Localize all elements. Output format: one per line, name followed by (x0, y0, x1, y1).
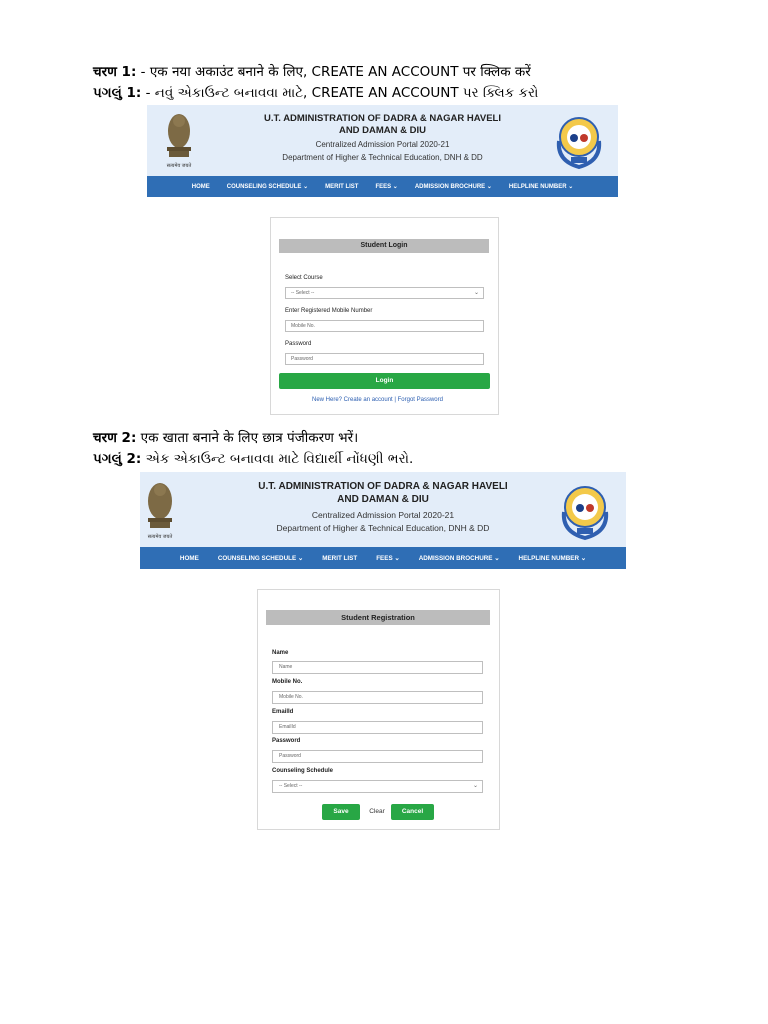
password-placeholder: Password (291, 356, 313, 362)
main-navigation-1 (147, 176, 618, 197)
step1-gujarati (93, 83, 538, 103)
select-course-label: Select Course (285, 275, 323, 281)
banner-subtitle1: Centralized Admission Portal 2020-21 (315, 140, 450, 149)
step2-hindi-text: एक खाता बनाने के लिए छात्र पंजीकरण भरें। (136, 430, 359, 446)
mobile-number-placeholder: Mobile No. (291, 323, 315, 329)
banner-subtitle1: Centralized Admission Portal 2020-21 (311, 510, 455, 520)
cancel-button[interactable]: Cancel (391, 804, 434, 820)
nav-admission-brochure[interactable]: ADMISSION BROCHURE ⌄ (414, 184, 492, 190)
chevron-down-icon: ⌄ (473, 290, 479, 296)
name-placeholder: Name (279, 664, 293, 670)
nav-merit-list[interactable]: MERIT LIST (322, 554, 358, 562)
nav-home[interactable]: HOME (179, 554, 199, 562)
step1-hindi (93, 62, 531, 82)
counseling-schedule-label: Counseling Schedule (272, 768, 334, 774)
nav-admission-brochure[interactable]: ADMISSION BROCHURE ⌄ (418, 554, 500, 562)
email-label: EmailId (272, 709, 294, 715)
student-registration-card (257, 589, 500, 830)
email-input[interactable] (272, 721, 483, 734)
step1-gujarati-label: પગલું 1: (93, 85, 142, 101)
step2-hindi (93, 428, 358, 448)
main-navigation-2 (140, 547, 626, 569)
save-button[interactable]: Save (322, 804, 360, 820)
banner-subtitle2: Department of Higher & Technical Education, DNH & DD (276, 523, 490, 533)
nav-fees[interactable]: FEES ⌄ (375, 184, 398, 190)
mobile-label: Mobile No. (272, 679, 303, 685)
name-label: Name (272, 650, 289, 656)
nav-counseling-schedule[interactable]: COUNSELING SCHEDULE ⌄ (217, 554, 304, 562)
clear-button[interactable]: Clear (369, 808, 385, 815)
forgot-password-link[interactable]: Forgot Password (397, 397, 443, 403)
select-course-dropdown[interactable] (285, 287, 484, 299)
create-account-link[interactable]: New Here? Create an account (312, 397, 393, 403)
banner-title-line1: U.T. ADMINISTRATION OF DADRA & NAGAR HAVELI (264, 113, 501, 124)
banner-title-line2: AND DAMAN & DIU (338, 125, 427, 136)
select-course-value: -- Select -- (291, 290, 315, 296)
step1-hindi-text: - एक नया अकाउंट बनाने के लिए, CREATE AN ACCOUNT पर क्लिक करें (136, 64, 531, 80)
step2-hindi-label: चरण 2: (93, 430, 137, 446)
nav-helpline-number[interactable]: HELPLINE NUMBER ⌄ (518, 554, 587, 562)
email-placeholder: EmailId (279, 724, 296, 730)
password-placeholder: Password (279, 753, 301, 759)
banner-title-line1: U.T. ADMINISTRATION OF DADRA & NAGAR HAVELI (258, 481, 508, 492)
banner-title-line2: AND DAMAN & DIU (337, 494, 429, 505)
nav-helpline-number[interactable]: HELPLINE NUMBER ⌄ (508, 184, 574, 190)
emblem-caption: सत्यमेव जयते (147, 534, 173, 540)
portal-logo-icon (553, 111, 605, 171)
step2-gujarati-text: એક એકાઉન્ટ બનાવવા માટે વિદ્યાર્થી નોંધણી ભરો. (141, 451, 414, 467)
nav-home[interactable]: HOME (191, 183, 210, 190)
counseling-schedule-dropdown[interactable] (272, 780, 483, 793)
password-label: Password (272, 738, 301, 744)
emblem-caption: सत्यमेव जयते (166, 163, 192, 169)
links-separator: | (392, 397, 398, 403)
password-input[interactable] (285, 353, 484, 365)
account-links (312, 397, 443, 403)
login-card-header: Student Login (279, 239, 489, 253)
login-button[interactable]: Login (279, 373, 490, 389)
student-login-card (270, 217, 499, 415)
step2-gujarati (93, 449, 413, 469)
password-input[interactable] (272, 750, 483, 763)
registration-card-header: Student Registration (266, 610, 490, 625)
nav-merit-list[interactable]: MERIT LIST (325, 183, 359, 190)
step1-hindi-label: चरण 1: (93, 64, 137, 80)
mobile-placeholder: Mobile No. (279, 694, 303, 700)
chevron-down-icon: ⌄ (472, 783, 478, 789)
banner-subtitle2: Department of Higher & Technical Education, DNH & DD (282, 153, 483, 162)
nav-counseling-schedule[interactable]: COUNSELING SCHEDULE ⌄ (226, 184, 309, 190)
step2-gujarati-label: પગલું 2: (93, 451, 142, 467)
portal-header-banner-2 (140, 472, 626, 547)
name-input[interactable] (272, 661, 483, 674)
portal-logo-icon (558, 480, 612, 542)
mobile-number-label: Enter Registered Mobile Number (285, 308, 373, 314)
step1-gujarati-text: - નવું એકાઉન્ટ બનાવવા માટે, CREATE AN ACCOUNT પર ક્લિક કરો (141, 85, 539, 101)
password-label: Password (285, 341, 312, 347)
portal-header-banner-1 (147, 105, 618, 176)
mobile-number-input[interactable] (285, 320, 484, 332)
mobile-input[interactable] (272, 691, 483, 704)
nav-fees[interactable]: FEES ⌄ (376, 554, 400, 562)
counseling-schedule-value: -- Select -- (279, 783, 303, 789)
